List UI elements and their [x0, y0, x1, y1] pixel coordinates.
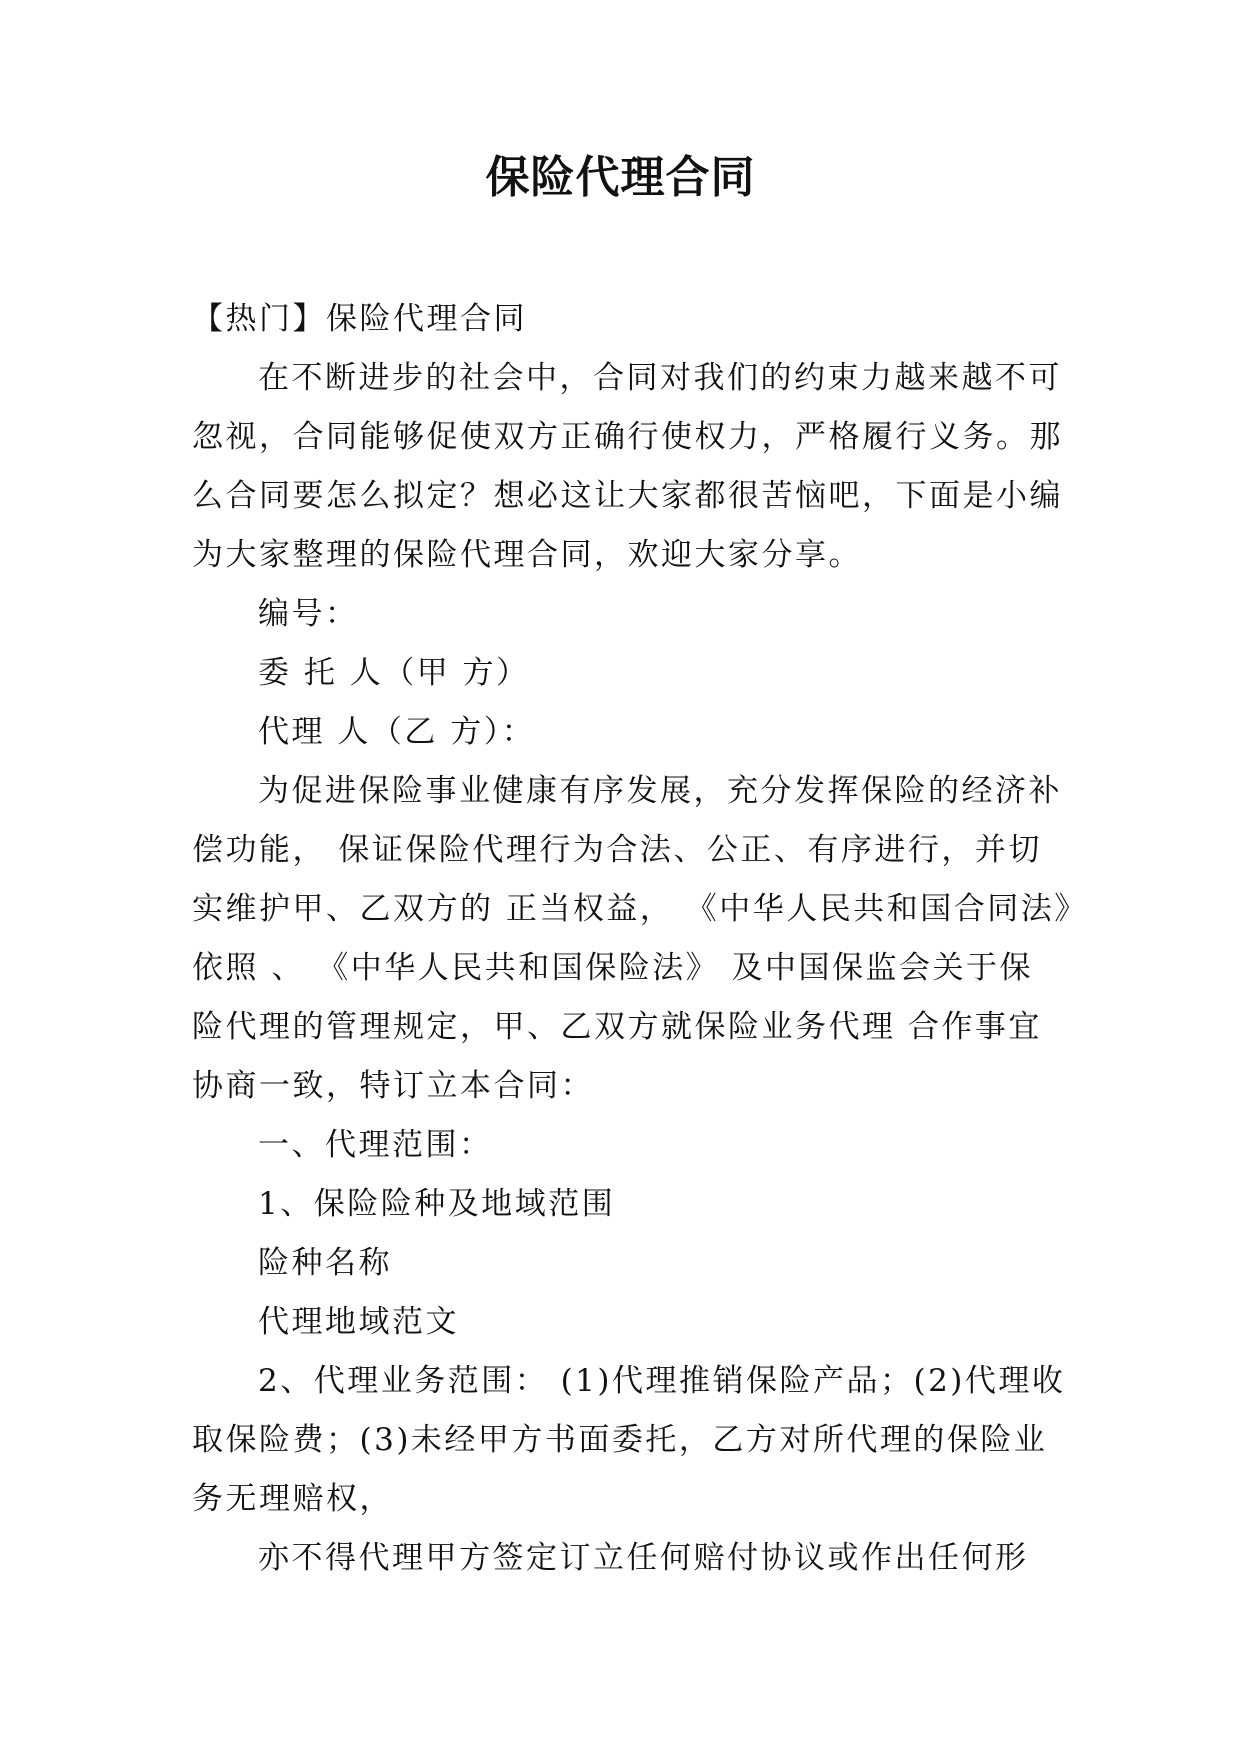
- intro-paragraph: [192, 349, 1063, 585]
- insurance-name-label: 险种名称: [258, 1245, 392, 1281]
- business-scope-paragraph: [192, 1352, 1066, 1529]
- section-title-agency-scope: 一、代理范围：: [258, 1127, 493, 1163]
- agency-region-label: 代理地域范文: [258, 1304, 459, 1340]
- document-title: 保险代理合同: [485, 152, 756, 203]
- purpose-line: 为促进保险事业健康有序发展，充分发挥保险的经济补: [258, 773, 1062, 809]
- purpose-line: 险代理的管理规定，甲、乙双方就保险业务代理 合作事宜: [192, 1009, 1042, 1045]
- intro-line: 为大家整理的保险代理合同，欢迎大家分享。: [192, 537, 862, 573]
- intro-line: 忽视，合同能够促使双方正确行使权力，严格履行义务。那: [192, 419, 1063, 455]
- business-scope-line: 取保险费；(3)未经甲方书面委托，乙方对所代理的保险业: [192, 1422, 1048, 1458]
- intro-line: 么合同要怎么拟定？想必这让大家都很苦恼吧，下面是小编: [192, 478, 1063, 514]
- purpose-line: 实维护甲、乙双方的 正当权益， 《中华人民共和国合同法》: [192, 891, 1088, 927]
- item-insurance-types-region: 1、保险险种及地域范围: [258, 1186, 616, 1222]
- intro-line: 在不断进步的社会中，合同对我们的约束力越来越不可: [258, 360, 1062, 396]
- principal-party-label: 委 托 人（甲 方）: [258, 655, 530, 691]
- continuation-line: 亦不得代理甲方签定订立任何赔付协议或作出任何形: [258, 1540, 1029, 1576]
- contract-number-label: 编号：: [258, 596, 359, 632]
- purpose-line: 偿功能， 保证保险代理行为合法、公正、有序进行，并切: [192, 832, 1042, 868]
- document-body: [192, 290, 1088, 1588]
- purpose-line: 协商一致，特订立本合同：: [192, 1068, 594, 1104]
- heading-line: 【热门】保险代理合同: [192, 301, 527, 337]
- agent-party-label: 代理 人（乙 方）：: [258, 714, 536, 750]
- purpose-line: 依照 、 《中华人民共和国保险法》 及中国保监会关于保: [192, 950, 1034, 986]
- business-scope-line: 务无理赔权，: [192, 1481, 393, 1517]
- purpose-paragraph: [192, 762, 1088, 1116]
- business-scope-line: 2、代理业务范围： (1)代理推销保险产品；(2)代理收: [258, 1363, 1066, 1399]
